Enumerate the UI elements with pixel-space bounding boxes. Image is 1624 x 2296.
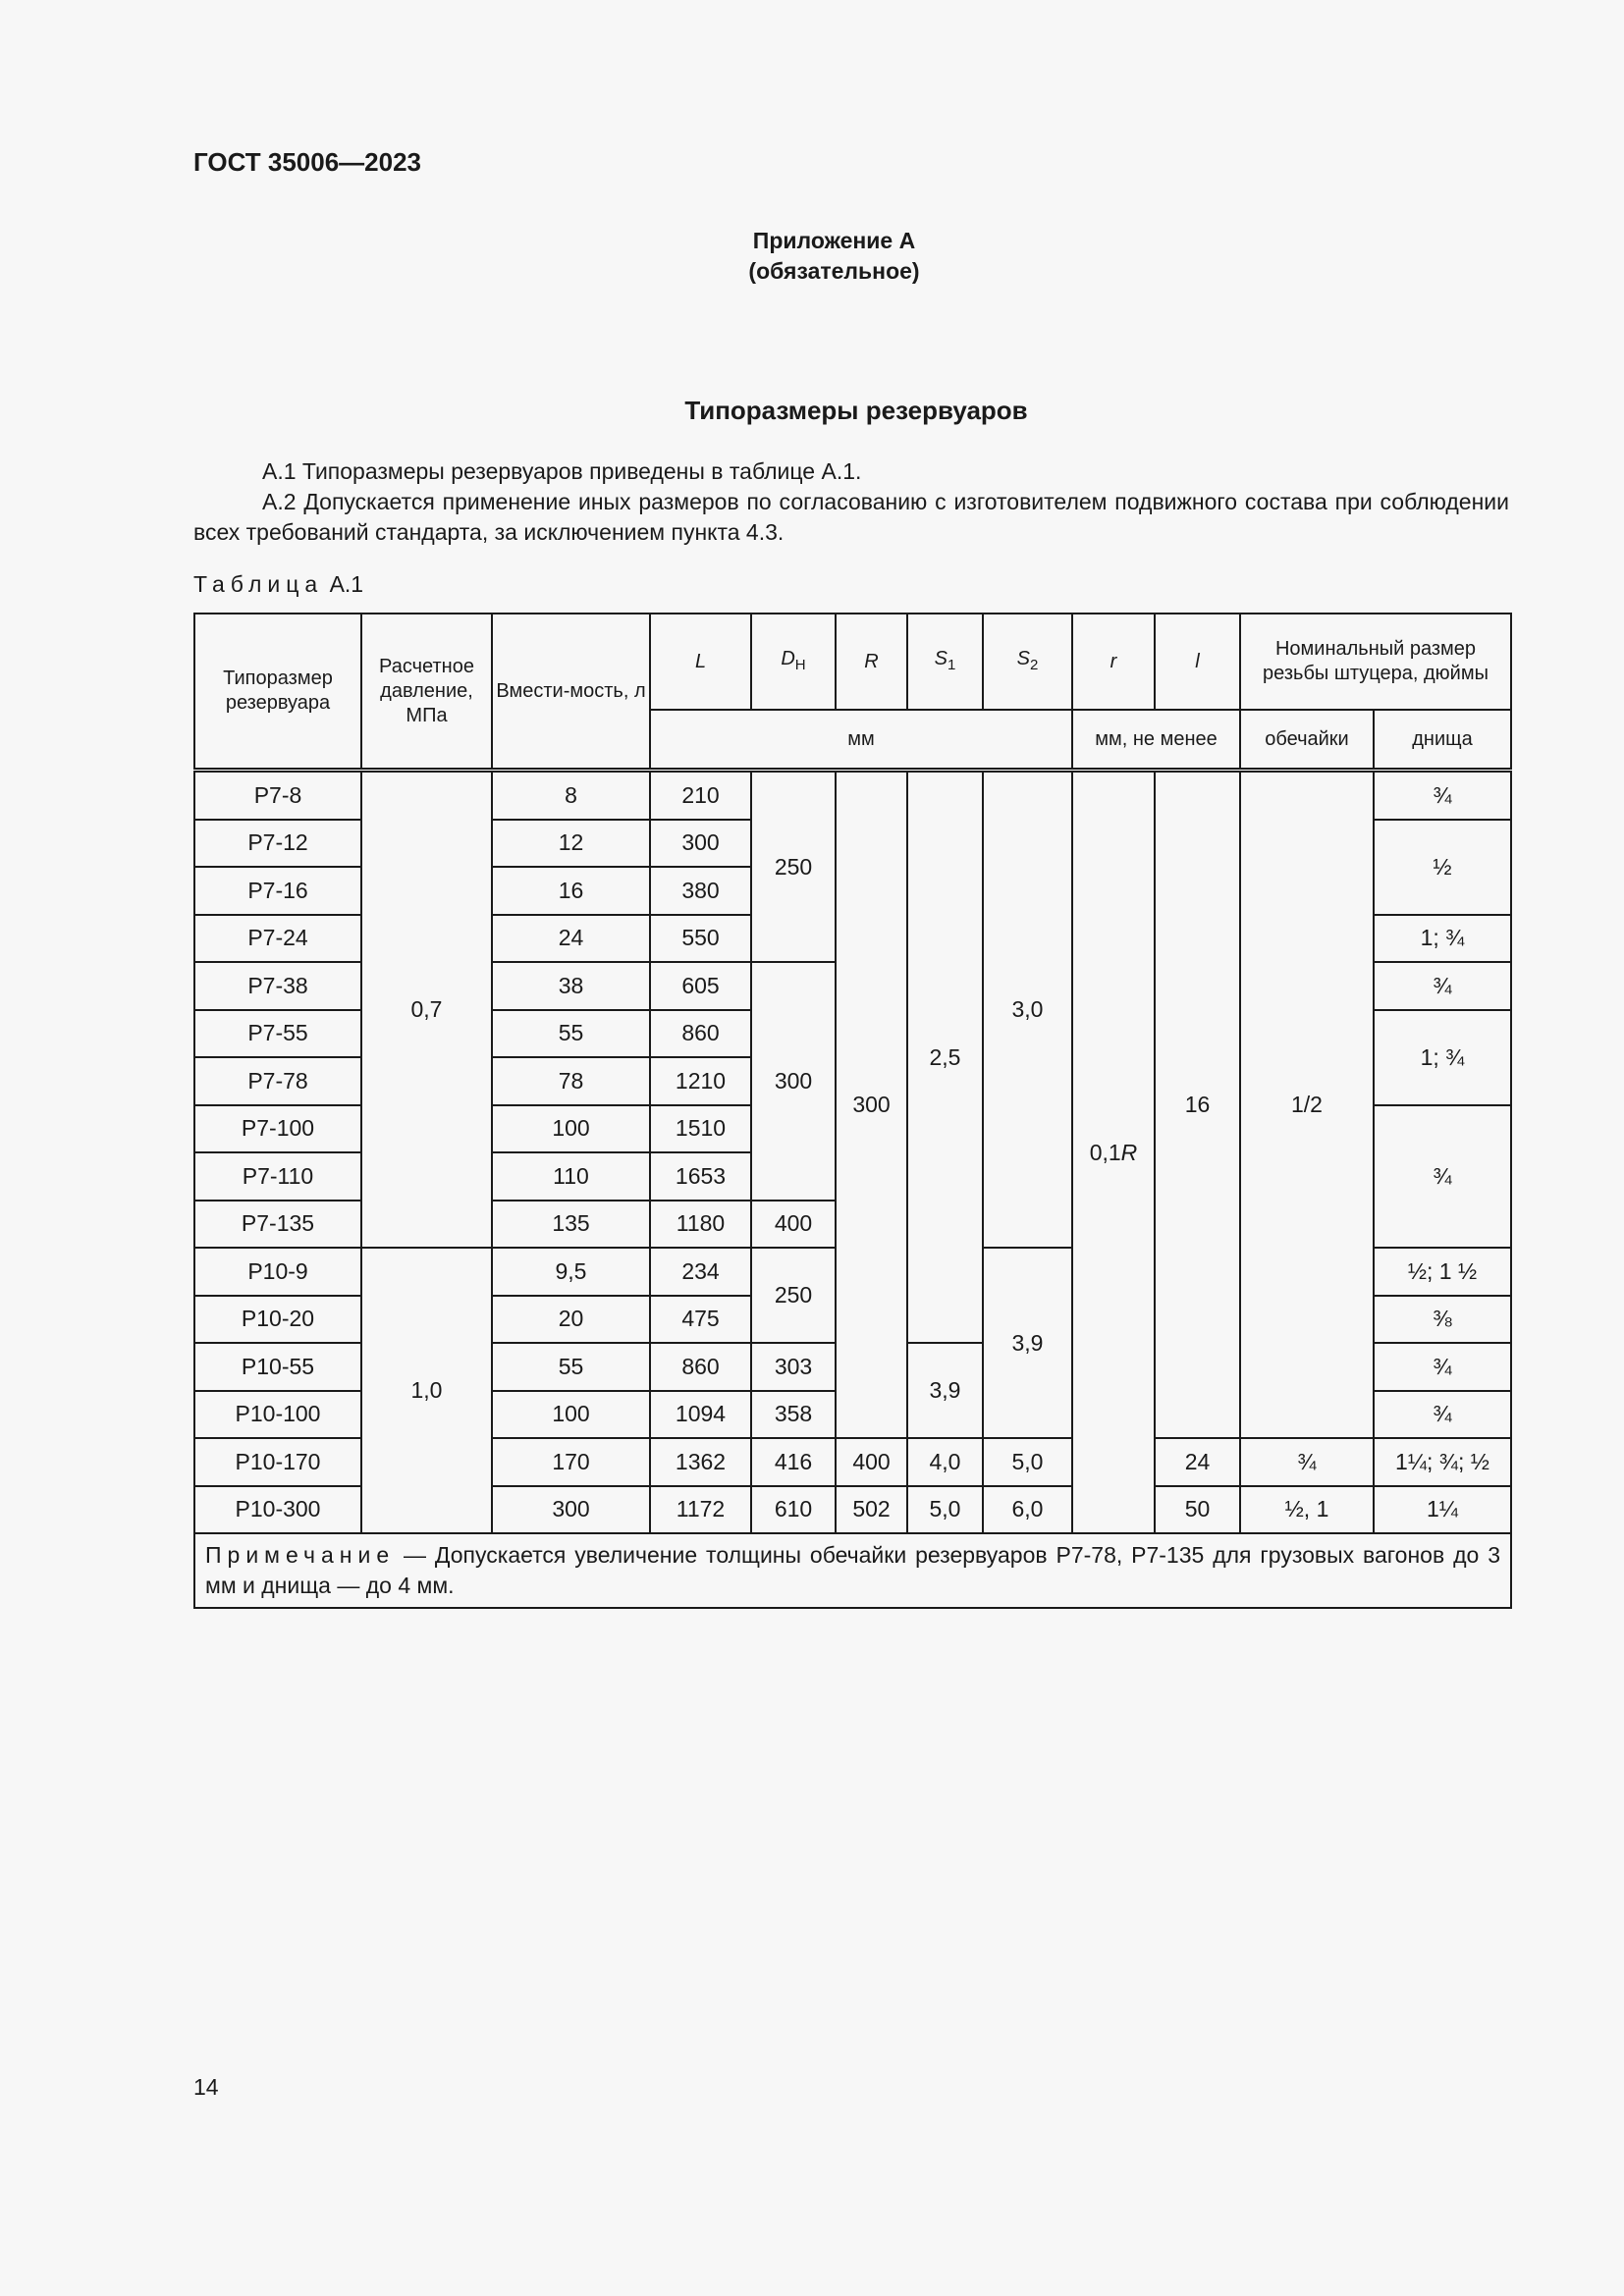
cell-bottom: ¾ xyxy=(1374,1391,1511,1439)
cell-L: 210 xyxy=(650,771,751,820)
header-S2 xyxy=(983,614,1072,710)
cell-type: Р10-20 xyxy=(194,1296,361,1344)
section-title: Типоразмеры резервуаров xyxy=(684,396,1028,425)
cell-type: Р7-78 xyxy=(194,1057,361,1105)
cell-type: Р7-24 xyxy=(194,915,361,963)
cell-bottom: 1¼; ¾; ½ xyxy=(1374,1438,1511,1486)
cell-L: 300 xyxy=(650,820,751,868)
cell-type: Р10-55 xyxy=(194,1343,361,1391)
cell-type: Р10-300 xyxy=(194,1486,361,1534)
cell-type: Р7-8 xyxy=(194,771,361,820)
cell-D-303: 303 xyxy=(751,1343,836,1391)
cell-D-300: 300 xyxy=(751,962,836,1201)
cell-D-610: 610 xyxy=(751,1486,836,1534)
cell-shell-12: 1/2 xyxy=(1240,771,1374,1439)
cell-bottom: ¾ xyxy=(1374,1343,1511,1391)
cell-L: 475 xyxy=(650,1296,751,1344)
cell-r-01R xyxy=(1072,771,1155,1534)
cell-type: Р7-135 xyxy=(194,1201,361,1249)
cell-capacity: 12 xyxy=(492,820,650,868)
cell-bottom: ⅜ xyxy=(1374,1296,1511,1344)
cell-l-16: 16 xyxy=(1155,771,1240,1439)
header-D-symbol: D xyxy=(781,647,795,669)
cell-r-symbol: R xyxy=(1120,1139,1138,1165)
cell-R-300: 300 xyxy=(836,771,907,1439)
cell-capacity: 110 xyxy=(492,1152,650,1201)
cell-L: 1094 xyxy=(650,1391,751,1439)
cell-L: 1172 xyxy=(650,1486,751,1534)
sizes-table xyxy=(193,613,1512,1609)
cell-capacity: 78 xyxy=(492,1057,650,1105)
cell-type: Р10-9 xyxy=(194,1248,361,1296)
table-caption-word: Таблица xyxy=(193,571,324,597)
cell-type: Р10-100 xyxy=(194,1391,361,1439)
header-capacity: Вмести-мость, л xyxy=(492,614,650,771)
cell-pressure-07: 0,7 xyxy=(361,771,492,1249)
cell-R-502: 502 xyxy=(836,1486,907,1534)
header-unit-mm-min: мм, не менее xyxy=(1072,710,1240,771)
header-pressure: Расчетное давление, МПа xyxy=(361,614,492,771)
header-D-sub: Н xyxy=(794,656,806,673)
cell-pressure-10: 1,0 xyxy=(361,1248,492,1533)
cell-L: 380 xyxy=(650,867,751,915)
cell-bottom: 1; ¾ xyxy=(1374,915,1511,963)
cell-capacity: 38 xyxy=(492,962,650,1010)
cell-D-250a: 250 xyxy=(751,771,836,963)
cell-bottom: ¾ xyxy=(1374,962,1511,1010)
cell-R-400: 400 xyxy=(836,1438,907,1486)
cell-type: Р7-100 xyxy=(194,1105,361,1153)
header-S1-sub: 1 xyxy=(947,656,956,673)
header-type: Типоразмер резервуара xyxy=(194,614,361,771)
page-number: 14 xyxy=(193,2074,219,2100)
header-L: L xyxy=(650,614,751,710)
cell-l-24: 24 xyxy=(1155,1438,1240,1486)
header-bottom: днища xyxy=(1374,710,1511,771)
cell-S1-50: 5,0 xyxy=(907,1486,983,1534)
paragraph-a2: А.2 Допускается применение иных размеров по согласованию с изготовителем подвижного состава при соблюдении всех требований стандарта, за исключением пункта 4.3. xyxy=(193,489,1509,545)
header-S1 xyxy=(907,614,983,710)
cell-L: 1510 xyxy=(650,1105,751,1153)
cell-L: 860 xyxy=(650,1343,751,1391)
cell-bottom: ½ xyxy=(1374,820,1511,915)
cell-l-50: 50 xyxy=(1155,1486,1240,1534)
cell-D-400: 400 xyxy=(751,1201,836,1249)
cell-type: Р7-16 xyxy=(194,867,361,915)
cell-type: Р7-12 xyxy=(194,820,361,868)
note-label: Примечание xyxy=(205,1542,396,1568)
cell-capacity: 9,5 xyxy=(492,1248,650,1296)
cell-capacity: 20 xyxy=(492,1296,650,1344)
appendix-status: (обязательное) xyxy=(748,258,920,284)
header-l: l xyxy=(1155,614,1240,710)
cell-type: Р7-38 xyxy=(194,962,361,1010)
header-shell: обечайки xyxy=(1240,710,1374,771)
cell-S2-39: 3,9 xyxy=(983,1248,1072,1438)
cell-capacity: 100 xyxy=(492,1391,650,1439)
cell-S1-40: 4,0 xyxy=(907,1438,983,1486)
cell-type: Р10-170 xyxy=(194,1438,361,1486)
cell-L: 1180 xyxy=(650,1201,751,1249)
cell-bottom: ¾ xyxy=(1374,771,1511,820)
header-r: r xyxy=(1072,614,1155,710)
paragraph-a1: А.1 Типоразмеры резервуаров приведены в таблице А.1. xyxy=(262,458,862,484)
header-D xyxy=(751,614,836,710)
cell-capacity: 24 xyxy=(492,915,650,963)
cell-bottom: 1¼ xyxy=(1374,1486,1511,1534)
cell-capacity: 100 xyxy=(492,1105,650,1153)
note-text: — Допускается увеличение толщины обечайки резервуаров Р7-78, Р7-135 для грузовых вагонов до 3 мм и днища — до 4 мм. xyxy=(205,1542,1500,1598)
table-caption-number: А.1 xyxy=(329,571,364,597)
appendix-heading xyxy=(0,226,1624,287)
cell-bottom: ½; 1 ½ xyxy=(1374,1248,1511,1296)
cell-S2-60: 6,0 xyxy=(983,1486,1072,1534)
header-S2-sub: 2 xyxy=(1030,656,1039,673)
cell-bottom: 1; ¾ xyxy=(1374,1010,1511,1105)
document-header: ГОСТ 35006—2023 xyxy=(193,147,421,177)
cell-D-358: 358 xyxy=(751,1391,836,1439)
cell-capacity: 170 xyxy=(492,1438,650,1486)
cell-capacity: 300 xyxy=(492,1486,650,1534)
cell-type: Р7-110 xyxy=(194,1152,361,1201)
cell-S1-39: 3,9 xyxy=(907,1343,983,1438)
cell-L: 550 xyxy=(650,915,751,963)
cell-S1-25: 2,5 xyxy=(907,771,983,1344)
header-unit-mm: мм xyxy=(650,710,1072,771)
header-S1-symbol: S xyxy=(934,647,947,669)
header-S2-symbol: S xyxy=(1016,647,1030,669)
header-thread: Номинальный размер резьбы штуцера, дюймы xyxy=(1240,614,1511,710)
cell-capacity: 8 xyxy=(492,771,650,820)
appendix-title: Приложение А xyxy=(752,228,916,253)
cell-S2-30: 3,0 xyxy=(983,771,1072,1249)
cell-shell-34: ¾ xyxy=(1240,1438,1374,1486)
cell-L: 1362 xyxy=(650,1438,751,1486)
header-R: R xyxy=(836,614,907,710)
cell-bottom: ¾ xyxy=(1374,1105,1511,1249)
cell-S2-50: 5,0 xyxy=(983,1438,1072,1486)
cell-D-250b: 250 xyxy=(751,1248,836,1343)
cell-capacity: 135 xyxy=(492,1201,650,1249)
cell-capacity: 55 xyxy=(492,1343,650,1391)
cell-capacity: 55 xyxy=(492,1010,650,1058)
cell-D-416: 416 xyxy=(751,1438,836,1486)
table-caption xyxy=(193,571,363,598)
cell-type: Р7-55 xyxy=(194,1010,361,1058)
table-note xyxy=(194,1533,1511,1608)
cell-L: 605 xyxy=(650,962,751,1010)
cell-L: 1210 xyxy=(650,1057,751,1105)
cell-capacity: 16 xyxy=(492,867,650,915)
cell-r-coef: 0,1 xyxy=(1089,1139,1121,1165)
cell-L: 234 xyxy=(650,1248,751,1296)
cell-shell-12-1: ½, 1 xyxy=(1240,1486,1374,1534)
cell-L: 1653 xyxy=(650,1152,751,1201)
cell-L: 860 xyxy=(650,1010,751,1058)
